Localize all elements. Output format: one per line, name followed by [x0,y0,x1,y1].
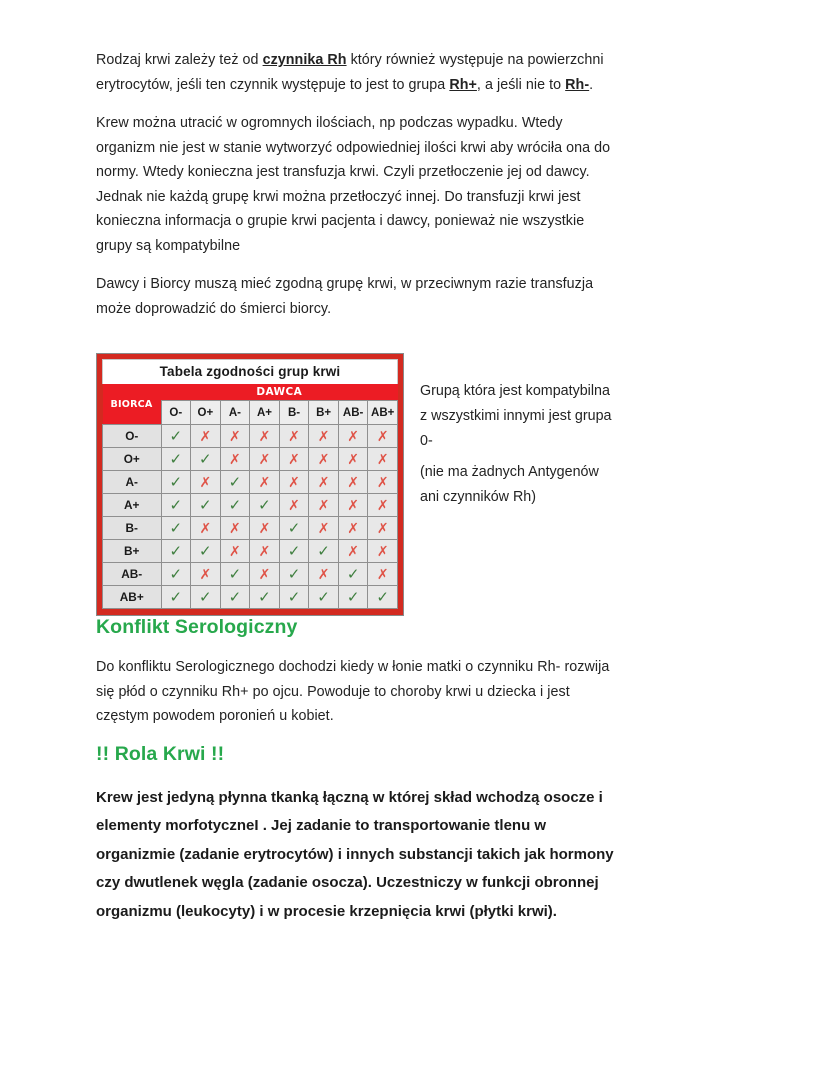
blood-table-donor-label: DAWCA [161,384,398,401]
compat-cell [161,471,191,494]
check-icon: ✓ [199,541,212,560]
cross-icon: ✗ [347,543,360,560]
compat-cell [279,425,309,448]
blood-table-body [103,384,398,609]
blood-table-column-header: AB+ [368,401,398,425]
cross-icon: ✗ [229,543,241,560]
compat-cell [250,494,280,517]
blood-table-row-header: AB- [103,563,162,586]
check-icon: ✓ [287,541,301,560]
compat-cell [279,448,309,471]
check-icon: ✓ [228,564,242,583]
compat-cell [338,448,368,471]
cross-icon: ✗ [258,543,271,560]
compat-cell [309,517,339,540]
compat-cell [191,494,221,517]
cross-icon: ✗ [317,451,330,468]
blood-table-row-header: AB+ [103,586,162,609]
compat-cell [309,540,339,563]
compat-cell [191,471,221,494]
blood-table-column-header: B+ [309,401,339,425]
emphasis-rh-positive: Rh+ [449,76,477,93]
check-icon: ✓ [169,541,183,560]
cross-icon: ✗ [317,497,330,514]
cross-icon: ✗ [199,474,212,491]
check-icon: ✓ [169,449,183,468]
compat-cell [309,471,339,494]
compat-cell [161,563,191,586]
compat-cell [279,540,309,563]
compat-cell [368,448,398,471]
compat-cell [338,494,368,517]
compat-cell [368,425,398,448]
table-row [103,494,398,517]
compat-cell [220,471,250,494]
cross-icon: ✗ [229,428,241,445]
cross-icon: ✗ [376,520,389,537]
check-icon: ✓ [169,587,183,606]
rh-text-part-4: . [589,76,594,93]
check-icon: ✓ [346,564,360,583]
cross-icon: ✗ [199,428,212,445]
compat-cell [220,448,250,471]
compat-cell [368,517,398,540]
compat-cell [250,471,280,494]
compat-cell [309,425,339,448]
compat-cell [368,471,398,494]
emphasis-czynnika-rh: czynnika Rh [262,52,347,68]
compat-cell [220,563,250,586]
compat-cell [338,517,368,540]
cross-icon: ✗ [199,566,212,583]
compat-cell [279,494,309,517]
blood-table-column-header: A+ [250,401,280,425]
cross-icon: ✗ [347,451,360,468]
table-side-note [420,353,616,510]
cross-icon: ✗ [317,520,330,537]
check-icon: ✓ [169,426,183,445]
blood-table-section [96,353,736,616]
check-icon: ✓ [199,495,212,514]
compat-cell [309,586,339,609]
compat-cell [220,517,250,540]
blood-table-column-header: O+ [191,401,221,425]
cross-icon: ✗ [288,474,300,491]
compat-cell [161,494,191,517]
table-row [103,540,398,563]
check-icon: ✓ [199,587,212,606]
compat-cell [250,517,280,540]
check-icon: ✓ [228,495,242,514]
compat-cell [191,517,221,540]
cross-icon: ✗ [229,451,241,468]
compat-cell [250,448,280,471]
check-icon: ✓ [258,587,271,606]
cross-icon: ✗ [347,520,360,537]
cross-icon: ✗ [376,566,389,583]
check-icon: ✓ [317,587,330,606]
compat-cell [161,425,191,448]
heading-blood-role: !! Rola Krwi !! [96,742,225,765]
blood-table-row-header: A+ [103,494,162,517]
compat-cell [309,448,339,471]
cross-icon: ✗ [317,474,330,491]
check-icon: ✓ [199,449,212,468]
compat-cell [368,540,398,563]
check-icon: ✓ [169,472,183,491]
cross-icon: ✗ [376,474,389,491]
check-icon: ✓ [169,495,183,514]
cross-icon: ✗ [317,566,330,583]
compat-cell [161,586,191,609]
compat-cell [191,448,221,471]
check-icon: ✓ [376,587,389,606]
cross-icon: ✗ [376,451,389,468]
compat-cell [191,425,221,448]
table-row [103,471,398,494]
compat-cell [220,425,250,448]
cross-icon: ✗ [258,428,271,445]
table-row [103,517,398,540]
compat-cell [220,540,250,563]
compat-cell [368,494,398,517]
cross-icon: ✗ [376,428,389,445]
check-icon: ✓ [287,518,301,537]
cross-icon: ✗ [347,428,360,445]
cross-icon: ✗ [347,474,360,491]
cross-icon: ✗ [258,520,271,537]
compat-cell [279,586,309,609]
cross-icon: ✗ [288,497,300,514]
compat-cell [279,517,309,540]
compat-cell [338,425,368,448]
compat-cell [250,425,280,448]
cross-icon: ✗ [376,543,389,560]
compat-cell [191,563,221,586]
compat-cell [368,586,398,609]
blood-table-row-header: B- [103,517,162,540]
check-icon: ✓ [287,587,301,606]
blood-table-row-header: A- [103,471,162,494]
rh-text-part-2: który również występuje na powierzchni erytrocytów, jeśli ten czynnik występuje to jest to grupa [96,52,604,93]
compat-cell [338,540,368,563]
compat-cell [250,586,280,609]
compat-cell [309,494,339,517]
compat-cell [338,471,368,494]
cross-icon: ✗ [258,451,271,468]
check-icon: ✓ [228,472,242,491]
blood-table-title: Tabela zgodności grup krwi [102,359,398,384]
cross-icon: ✗ [229,520,241,537]
paragraph-blood-role: Krew jest jedyną płynna tkanką łączną w której skład wchodzą osocze i elementy morfotyczneI . Jej zadanie to transportowanie tlenu w organizmie (zadanie erytrocytów) i innych substancji takich jak hormony czy dwutlenek węgla (zadanie osocza). Uczestniczy w funkcji obronnej organizmu (leukocyty) i w procesie krzepnięcia krwi (płytki krwi). [96,788,614,920]
blood-table-column-header: A- [220,401,250,425]
table-row [103,586,398,609]
blood-table-row-header: O+ [103,448,162,471]
document-content [96,48,736,926]
cross-icon: ✗ [258,474,271,491]
compat-cell [220,494,250,517]
compat-cell [161,540,191,563]
compat-cell [279,471,309,494]
paragraph-serological-conflict: Do konfliktu Serologicznego dochodzi kiedy w łonie matki o czynniku Rh- rozwija się płód o czynniku Rh+ po ojcu. Powoduje to choroby krwi u dziecka i jest częstym powodem poronień u kobiet. [96,659,610,724]
blood-table-column-header: B- [279,401,309,425]
compat-cell [309,563,339,586]
blood-table-column-header: O- [161,401,191,425]
compat-cell [368,563,398,586]
cross-icon: ✗ [288,428,300,445]
compat-cell [338,563,368,586]
compat-cell [279,563,309,586]
compat-cell [161,517,191,540]
side-note-line-1: Grupą która jest kompatybilna z wszystkimi innymi jest grupa 0- [420,383,612,449]
table-row [103,425,398,448]
table-row [103,563,398,586]
compat-cell [338,586,368,609]
compat-cell [191,586,221,609]
paragraph-donor-recipient: Dawcy i Biorcy muszą mieć zgodną grupę krwi, w przeciwnym razie transfuzja może doprowadzić do śmierci biorcy. [96,276,594,317]
blood-compatibility-table [96,353,404,616]
check-icon: ✓ [317,541,330,560]
rh-text-part-1: Rodzaj krwi zależy też od [96,52,263,68]
emphasis-rh-negative: Rh- [565,76,590,93]
compat-cell [220,586,250,609]
check-icon: ✓ [287,564,301,583]
blood-table-row-header: B+ [103,540,162,563]
paragraph-rh-factor [96,48,612,97]
compat-cell [250,540,280,563]
check-icon: ✓ [228,587,242,606]
blood-table-header-row-donor [103,384,398,401]
compat-cell [250,563,280,586]
compat-cell [191,540,221,563]
check-icon: ✓ [169,518,183,537]
side-note-line-2: (nie ma żadnych Antygenów ani czynników Rh) [420,464,599,505]
check-icon: ✓ [346,587,360,606]
table-row [103,448,398,471]
blood-table-row-header: O- [103,425,162,448]
check-icon: ✓ [258,495,271,514]
blood-table-recipient-label: BIORCA [103,384,162,425]
rh-text-part-3: , a jeśli nie to [476,76,566,93]
paragraph-transfusion: Krew można utracić w ogromnych ilościach, np podczas wypadku. Wtedy organizm nie jest w stanie wytworzyć odpowiedniej ilości krwi aby wróciła ona do normy. Wtedy konieczna jest transfuzja krwi. Czyli przetłoczenie jej od dawcy. Jednak nie każdą grupę krwi można przetłoczyć innej. Do transfuzji krwi jest konieczna informacja o grupie krwi pacjenta i dawcy, ponieważ nie wszystkie grupy są kompatybilne [96,115,611,254]
heading-serological-conflict: Konflikt Serologiczny [96,616,298,638]
cross-icon: ✗ [199,520,212,537]
cross-icon: ✗ [376,497,389,514]
check-icon: ✓ [169,564,183,583]
cross-icon: ✗ [288,451,300,468]
cross-icon: ✗ [347,497,360,514]
blood-table-column-header: AB- [338,401,368,425]
cross-icon: ✗ [258,566,271,583]
cross-icon: ✗ [317,428,330,445]
compat-cell [161,448,191,471]
blood-table-grid [102,384,398,609]
